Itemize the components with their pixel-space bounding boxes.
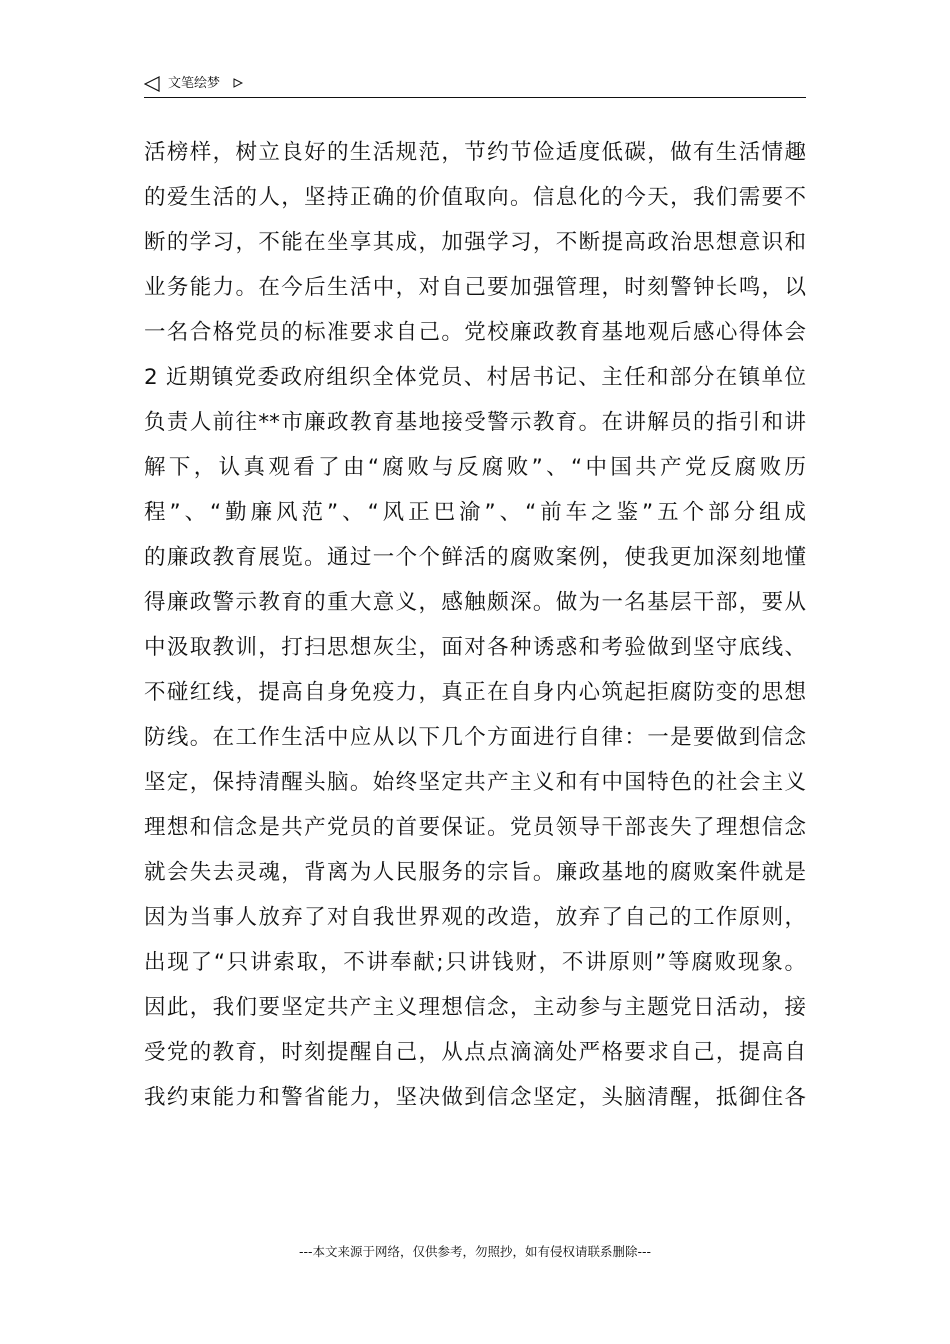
body-line: 的廉政教育展览。通过一个个鲜活的腐败案例，使我更加深刻地懂 <box>144 545 806 570</box>
body-line: 坚定，保持清醒头脑。始终坚定共产主义和有中国特色的社会主义 <box>144 770 806 795</box>
triangle-right-icon <box>233 78 243 88</box>
body-line: 理想和信念是共产党员的首要保证。党员领导干部丧失了理想信念 <box>144 815 806 840</box>
body-line: 解下，认真观看了由“腐败与反腐败”、“中国共产党反腐败历 <box>144 455 806 480</box>
page-header <box>144 74 806 98</box>
body-line: 就会失去灵魂，背离为人民服务的宗旨。廉政基地的腐败案件就是 <box>144 860 806 885</box>
header-rule <box>144 97 806 98</box>
document-body <box>144 130 806 1120</box>
body-line: 受党的教育，时刻提醒自己，从点点滴滴处严格要求自己，提高自 <box>144 1040 806 1065</box>
body-line: 活榜样，树立良好的生活规范，节约节俭适度低碳，做有生活情趣 <box>144 140 806 165</box>
body-line: 防线。在工作生活中应从以下几个方面进行自律：一是要做到信念 <box>144 725 806 750</box>
body-line: 因为当事人放弃了对自我世界观的改造，放弃了自己的工作原则， <box>144 905 806 930</box>
body-line: 出现了“只讲索取，不讲奉献;只讲钱财，不讲原则”等腐败现象。 <box>144 950 806 975</box>
body-line: 2 近期镇党委政府组织全体党员、村居书记、主任和部分在镇单位 <box>144 365 806 390</box>
header-brand: 文笔绘梦 <box>168 76 221 91</box>
body-line: 我约束能力和警省能力，坚决做到信念坚定，头脑清醒，抵御住各 <box>144 1085 806 1110</box>
triangle-left-icon <box>144 76 160 92</box>
body-line: 的爱生活的人，坚持正确的价值取向。信息化的今天，我们需要不 <box>144 185 806 210</box>
body-line: 负责人前往**市廉政教育基地接受警示教育。在讲解员的指引和讲 <box>144 410 806 435</box>
body-line: 断的学习，不能在坐享其成，加强学习，不断提高政治思想意识和 <box>144 230 806 255</box>
footer-disclaimer: ---本文来源于网络，仅供参考，勿照抄，如有侵权请联系删除--- <box>298 1244 652 1259</box>
body-line: 业务能力。在今后生活中，对自己要加强管理，时刻警钟长鸣，以 <box>144 275 806 300</box>
body-line: 不碰红线，提高自身免疫力，真正在自身内心筑起拒腐防变的思想 <box>144 680 806 705</box>
body-line: 一名合格党员的标准要求自己。党校廉政教育基地观后感心得体会 <box>144 320 806 345</box>
body-line: 因此，我们要坚定共产主义理想信念，主动参与主题党日活动，接 <box>144 995 806 1020</box>
body-line: 中汲取教训，打扫思想灰尘，面对各种诱惑和考验做到坚守底线、 <box>144 635 806 660</box>
body-line: 程”、“勤廉风范”、“风正巴渝”、“前车之鉴”五个部分组成 <box>144 500 806 525</box>
body-line: 得廉政警示教育的重大意义，感触颇深。做为一名基层干部，要从 <box>144 590 806 615</box>
